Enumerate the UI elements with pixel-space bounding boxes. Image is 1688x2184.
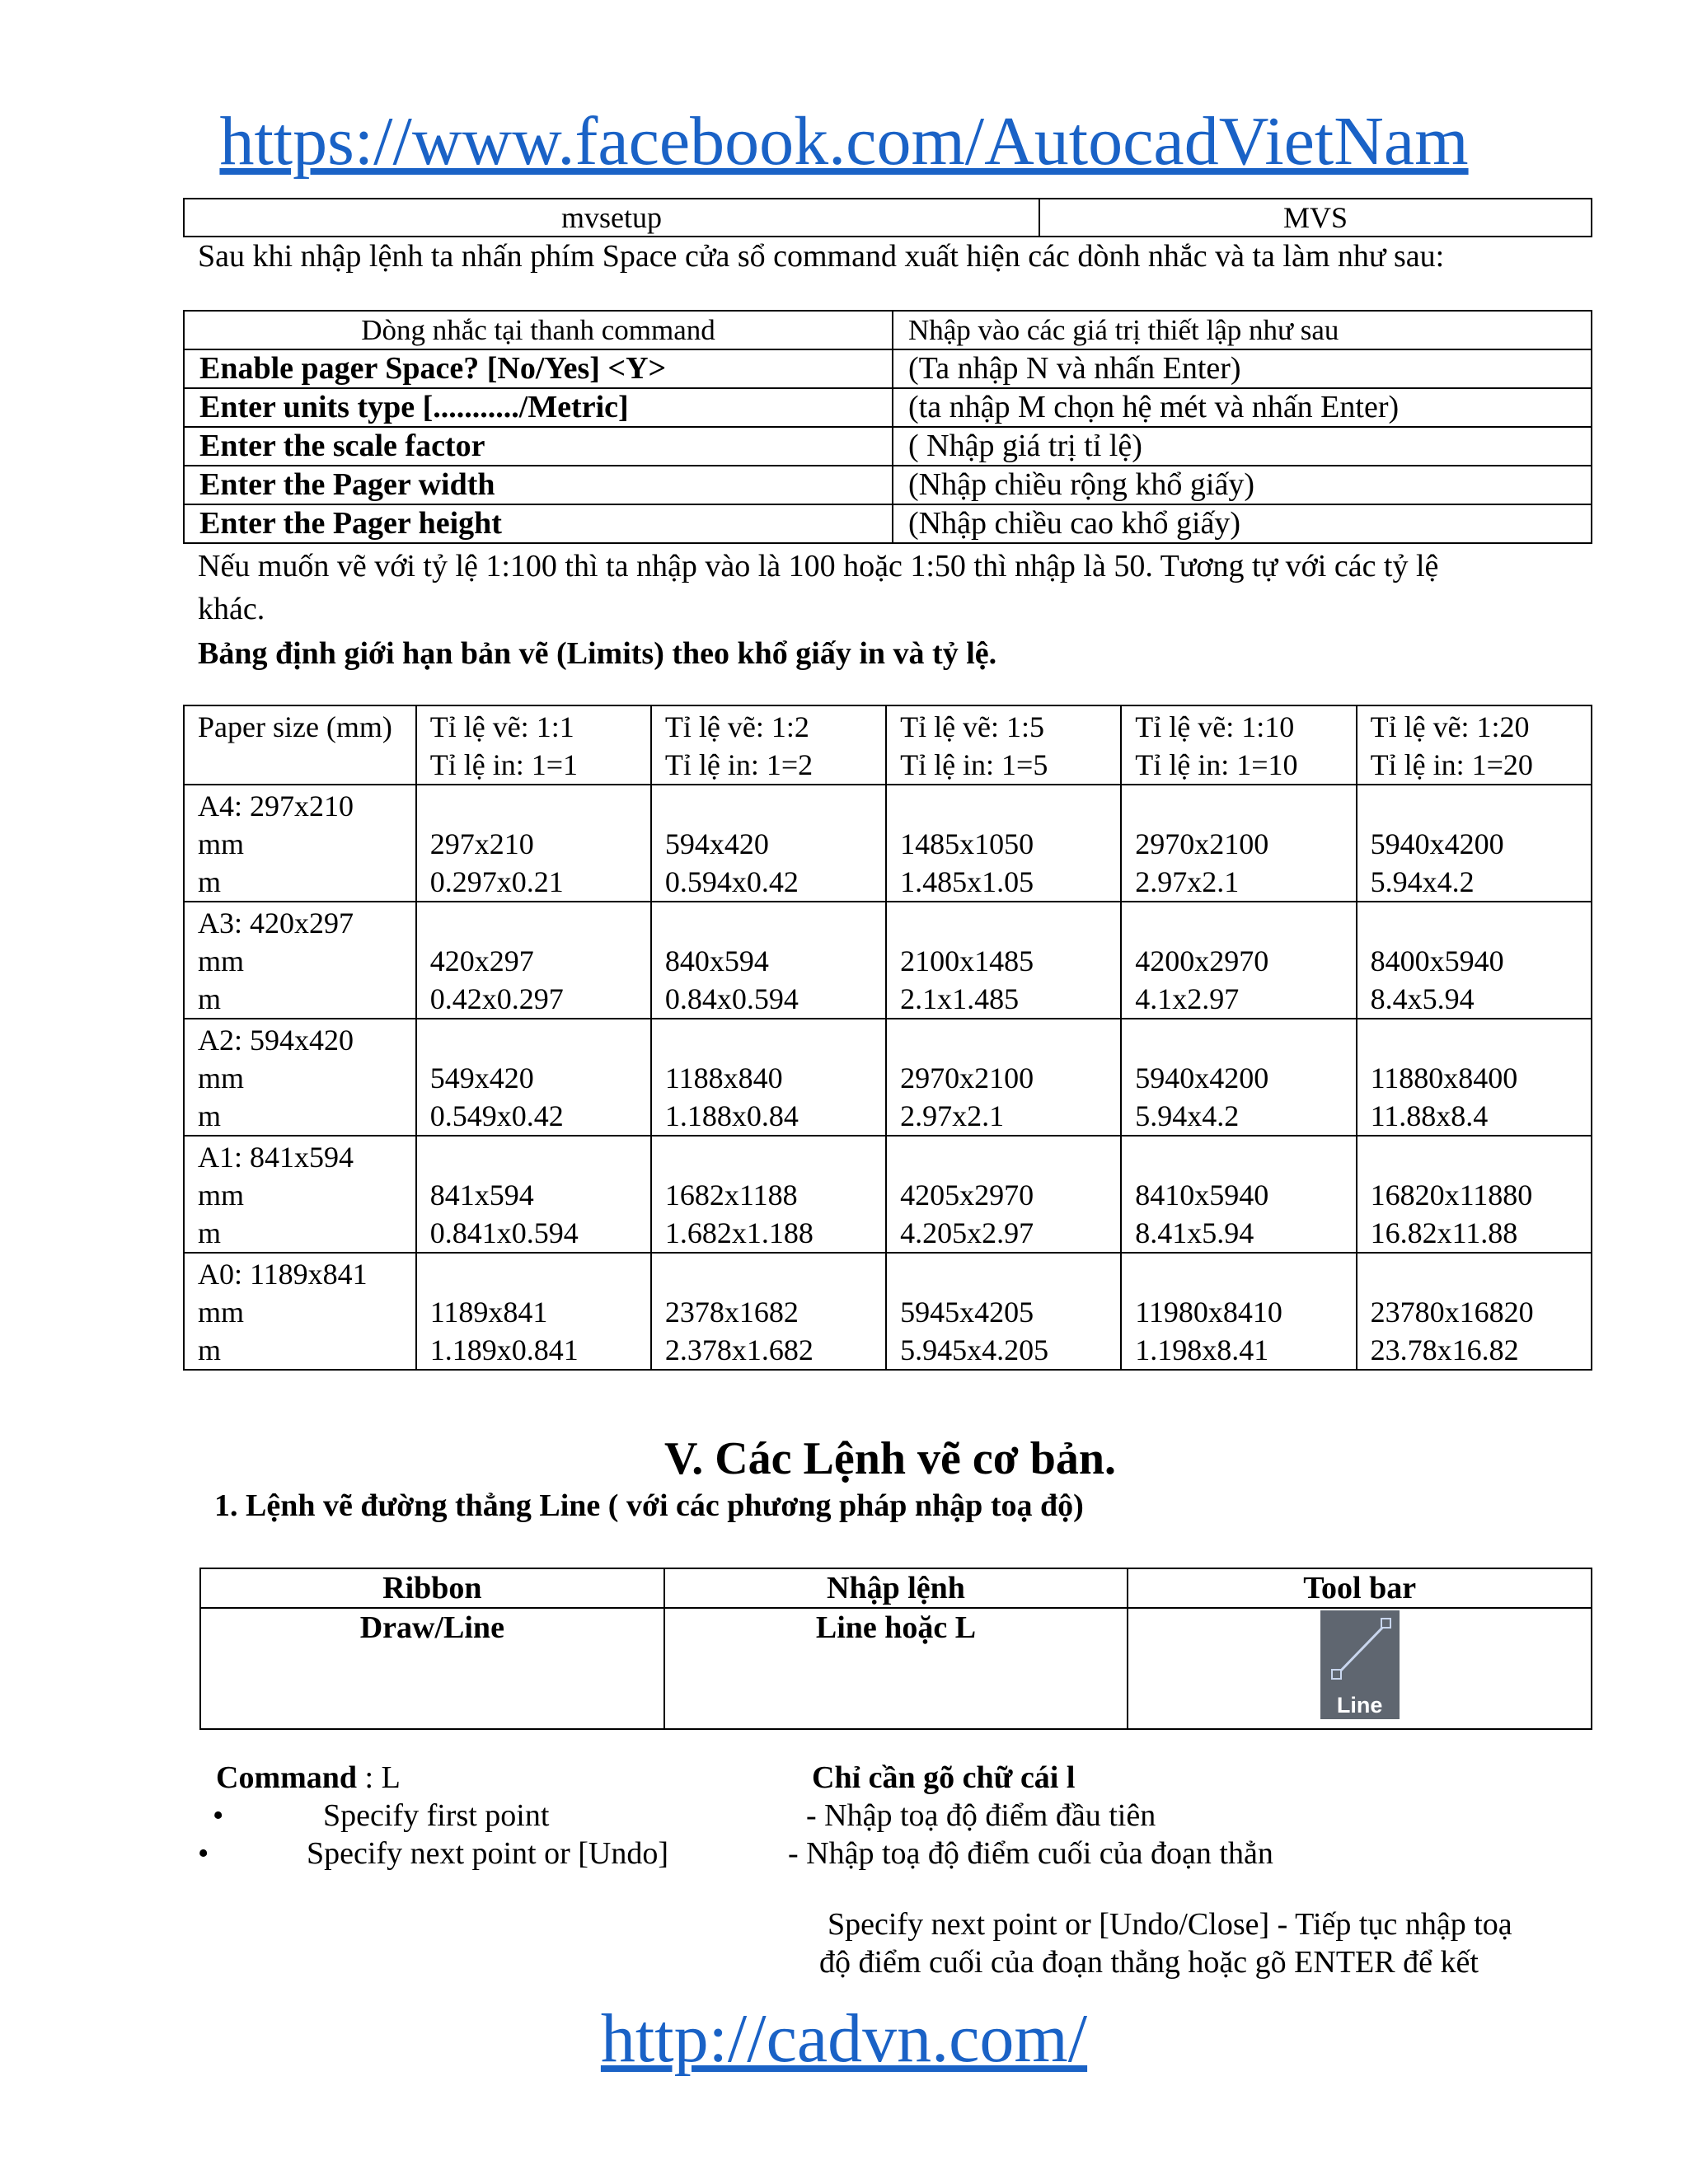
mvsetup-table (183, 198, 1592, 237)
line-command-table (199, 1568, 1592, 1730)
prompt-input-cell: (ta nhập M chọn hệ mét và nhấn Enter) (893, 388, 1592, 427)
limits-row-a3 (184, 902, 1592, 1019)
limits-cell: 11980x8410 1.198x8.41 (1121, 1253, 1356, 1370)
line-tool-label: Line (1336, 1693, 1383, 1718)
command-header: Nhập lệnh (664, 1568, 1128, 1608)
limits-cell: 2378x1682 2.378x1.682 (651, 1253, 886, 1370)
prompt-table (183, 310, 1592, 544)
command-hint: Chỉ cần gõ chữ cái l (812, 1760, 1076, 1795)
limits-corner-header: Paper size (mm) (184, 705, 416, 785)
scale-note-continued: khác. (198, 592, 265, 626)
paper-size-cell: A4: 297x210 mm m (184, 785, 416, 902)
cadvn-link[interactable]: http://cadvn.com/ (600, 2000, 1088, 2077)
paper-size-cell: A0: 1189x841 mm m (184, 1253, 416, 1370)
section-title: V. Các Lệnh vẽ cơ bản. (663, 1433, 1117, 1484)
intro-text: Sau khi nhập lệnh ta nhấn phím Space cửa sổ command xuất hiện các dònh nhắc và ta làm như sau: (198, 239, 1445, 274)
limits-cell: 420x297 0.42x0.297 (416, 902, 651, 1019)
prompt-input-cell: (Nhập chiều rộng khổ giấy) (893, 466, 1592, 504)
scale-note: Nếu muốn vẽ với tỷ lệ 1:100 thì ta nhập vào là 100 hoặc 1:50 thì nhập là 50. Tương tự với các tỷ lệ (198, 549, 1439, 583)
limits-cell: 840x594 0.84x0.594 (651, 902, 886, 1019)
line-tool-button[interactable] (1320, 1610, 1400, 1719)
next-point-prompt: Specify next point or [Undo] (307, 1836, 669, 1871)
limits-cell: 1189x841 1.189x0.841 (416, 1253, 651, 1370)
command-line (216, 1762, 401, 1793)
next-point-close-line2: độ điểm cuối của đoạn thẳng hoặc gõ ENTER để kết (819, 1945, 1479, 1980)
limits-cell: 8410x5940 8.41x5.94 (1121, 1136, 1356, 1253)
paper-size-cell: A1: 841x594 mm m (184, 1136, 416, 1253)
limits-cell: 16820x11880 16.82x11.88 (1357, 1136, 1592, 1253)
subsection-title: 1. Lệnh vẽ đường thẳng Line ( với các phương pháp nhập toạ độ) (214, 1488, 1084, 1523)
limits-cell: 549x420 0.549x0.42 (416, 1019, 651, 1136)
limits-row-a2 (184, 1019, 1592, 1136)
ribbon-value: Draw/Line (200, 1608, 664, 1729)
paper-size-cell: A2: 594x420 mm m (184, 1019, 416, 1136)
limits-column-header: Tỉ lệ vẽ: 1:2 Tỉ lệ in: 1=2 (651, 705, 886, 785)
next-point-close-line1: Specify next point or [Undo/Close] - Tiếp tục nhập toạ (828, 1907, 1512, 1942)
limits-heading: Bảng định giới hạn bản vẽ (Limits) theo khổ giấy in và tỷ lệ. (198, 636, 997, 671)
limits-cell: 1188x840 1.188x0.84 (651, 1019, 886, 1136)
limits-cell: 2970x2100 2.97x2.1 (886, 1019, 1121, 1136)
toolbar-cell (1128, 1608, 1592, 1729)
first-point-prompt: Specify first point (323, 1798, 550, 1833)
limits-row-a0 (184, 1253, 1592, 1370)
mvsetup-alias-cell: MVS (1039, 199, 1592, 237)
limits-cell: 4200x2970 4.1x2.97 (1121, 902, 1356, 1019)
limits-column-header: Tỉ lệ vẽ: 1:1 Tỉ lệ in: 1=1 (416, 705, 651, 785)
prompt-input-cell: ( Nhập giá trị tỉ lệ) (893, 427, 1592, 466)
bullet: • (213, 1798, 224, 1833)
next-point-desc: - Nhập toạ độ điểm cuối của đoạn thẳn (788, 1836, 1273, 1871)
command-label: Command (216, 1760, 358, 1795)
limits-cell: 23780x16820 23.78x16.82 (1357, 1253, 1592, 1370)
limits-cell: 11880x8400 11.88x8.4 (1357, 1019, 1592, 1136)
prompt-cell: Enter units type [.........../Metric] (184, 388, 893, 427)
paper-size-cell: A3: 420x297 mm m (184, 902, 416, 1019)
limits-cell: 594x420 0.594x0.42 (651, 785, 886, 902)
limits-table (183, 705, 1592, 1371)
limits-cell: 5940x4200 5.94x4.2 (1357, 785, 1592, 902)
prompt-input-cell: (Ta nhập N và nhấn Enter) (893, 349, 1592, 388)
limits-cell: 2970x2100 2.97x2.1 (1121, 785, 1356, 902)
limits-cell: 841x594 0.841x0.594 (416, 1136, 651, 1253)
limits-row-a1 (184, 1136, 1592, 1253)
limits-column-header: Tỉ lệ vẽ: 1:5 Tỉ lệ in: 1=5 (886, 705, 1121, 785)
first-point-desc: - Nhập toạ độ điểm đầu tiên (806, 1798, 1156, 1833)
limits-cell: 297x210 0.297x0.21 (416, 785, 651, 902)
limits-cell: 5940x4200 5.94x4.2 (1121, 1019, 1356, 1136)
limits-column-header: Tỉ lệ vẽ: 1:20 Tỉ lệ in: 1=20 (1357, 705, 1592, 785)
toolbar-header: Tool bar (1128, 1568, 1592, 1608)
prompt-cell: Enter the Pager height (184, 504, 893, 543)
prompt-cell: Enable pager Space? [No/Yes] <Y> (184, 349, 893, 388)
limits-row-a4 (184, 785, 1592, 902)
prompt-cell: Enter the Pager width (184, 466, 893, 504)
command-value: Line hoặc L (664, 1608, 1128, 1729)
limits-cell: 1485x1050 1.485x1.05 (886, 785, 1121, 902)
command-value: : L (364, 1760, 401, 1795)
bullet: • (198, 1836, 209, 1871)
ribbon-header: Ribbon (200, 1568, 664, 1608)
prompt-cell: Enter the scale factor (184, 427, 893, 466)
limits-cell: 4205x2970 4.205x2.97 (886, 1136, 1121, 1253)
limits-cell: 2100x1485 2.1x1.485 (886, 902, 1121, 1019)
line-tool-icon (1320, 1610, 1400, 1693)
mvsetup-command-cell: mvsetup (184, 199, 1039, 237)
prompt-input-cell: (Nhập chiều cao khổ giấy) (893, 504, 1592, 543)
limits-cell: 5945x4205 5.945x4.205 (886, 1253, 1121, 1370)
limits-column-header: Tỉ lệ vẽ: 1:10 Tỉ lệ in: 1=10 (1121, 705, 1356, 785)
prompt-header-2: Nhập vào các giá trị thiết lập như sau (893, 311, 1592, 349)
facebook-link[interactable]: https://www.facebook.com/AutocadVietNam (219, 103, 1469, 180)
limits-cell: 8400x5940 8.4x5.94 (1357, 902, 1592, 1019)
prompt-header-1: Dòng nhắc tại thanh command (184, 311, 893, 349)
limits-cell: 1682x1188 1.682x1.188 (651, 1136, 886, 1253)
